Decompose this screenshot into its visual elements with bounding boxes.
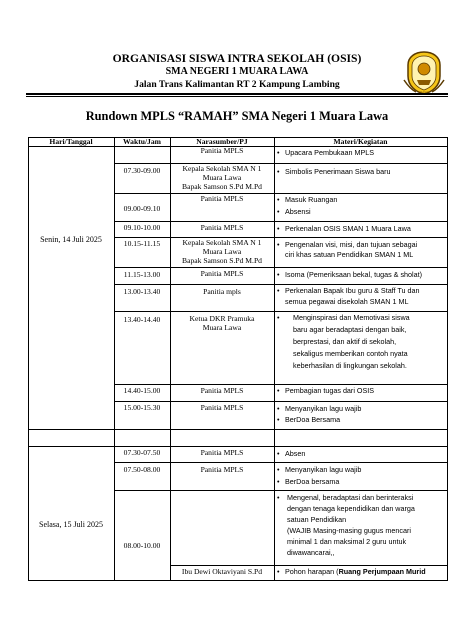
activity-item: • Isoma (Pemeriksaan bekal, tugas & sholat) [277, 270, 423, 279]
table-line [114, 193, 448, 194]
table-line [114, 163, 448, 164]
table-line [114, 401, 448, 402]
activity-item-cont: semua pegawai disekolah SMAN 1 ML [285, 297, 409, 306]
pj-cell: Panitia MPLS [200, 386, 244, 395]
table-line [114, 237, 448, 238]
pj-cell: Panitia MPLS [200, 146, 244, 155]
table-line [28, 446, 448, 447]
header-rule-thin [26, 96, 448, 97]
activity-item-cont: diwawancarai,, [287, 548, 335, 557]
pj-cell: Kepala Sekolah SMA N 1 [182, 238, 262, 247]
school-name: SMA NEGERI 1 MUARA LAWA [165, 66, 309, 77]
table-line [114, 267, 448, 268]
pj-cell: Panitia mpls [203, 287, 241, 296]
time-cell: 14.40-15.00 [123, 386, 161, 395]
header-rule [26, 93, 448, 95]
pj-cell: Bapak Samson S.Pd M.Pd [182, 256, 262, 265]
table-line [28, 137, 29, 581]
table-line [170, 137, 171, 581]
activity-item: • Pembagian tugas dari OSIS [277, 386, 375, 395]
activity-item: • Masuk Ruangan [277, 195, 338, 204]
table-line [114, 284, 448, 285]
table-line [28, 429, 448, 430]
table-line [170, 565, 448, 566]
activity-item-cont: baru agar beradaptasi dengan baik, [293, 325, 407, 334]
time-cell: 09.10-10.00 [123, 223, 161, 232]
pj-cell: Panitia MPLS [200, 403, 244, 412]
activity-item: • BerDoa bersama [277, 477, 340, 486]
activity-item-cont: keberhasilan di lingkungan sekolah. [293, 361, 407, 370]
table-line [114, 221, 448, 222]
activity-item-cont: dengan tenaga kependidikan dan warga [287, 504, 415, 513]
time-cell: 08.00-10.00 [123, 541, 161, 550]
activity-emphasis: Ruang Perjumpaan Murid [338, 567, 426, 576]
table-line [114, 311, 448, 312]
pj-cell: Panitia MPLS [200, 194, 244, 203]
activity-item-cont: ciri khas satuan Pendidikan SMAN 1 ML [285, 250, 414, 259]
activity-item: • Menyanyikan lagu wajib [277, 465, 362, 474]
activity-item: • Simbolis Penerimaan Siswa baru [277, 167, 391, 176]
pj-cell: Bapak Samson S.Pd M.Pd [182, 182, 262, 191]
pj-cell: Panitia MPLS [200, 223, 244, 232]
activity-item: • BerDoa Bersama [277, 415, 341, 424]
pj-cell: Panitia MPLS [200, 465, 244, 474]
time-cell: 07.50-08.00 [123, 465, 161, 474]
activity-item-cont: berprestasi, dan aktif di sekolah, [293, 337, 397, 346]
activity-item: • Menginspirasi dan Memotivasi siswa [277, 313, 410, 322]
pj-cell: Muara Lawa [202, 323, 242, 332]
pj-cell: Muara Lawa [202, 173, 242, 182]
activity-item: • Absensi [277, 207, 311, 216]
time-cell: 13.40-14.40 [123, 315, 161, 324]
osis-logo-icon [402, 50, 446, 96]
pj-cell: Ketua DKR Pramuka [189, 314, 255, 323]
table-line [274, 137, 275, 581]
col-header-activity: Materi/Kegiatan [333, 137, 388, 146]
activity-item: • Pengenalan visi, misi, dan tujuan sebagai [277, 240, 418, 249]
activity-item: • Perkenalan OSIS SMAN 1 Muara Lawa [277, 224, 411, 233]
time-cell: 15.00-15.30 [123, 403, 161, 412]
activity-item-cont: sekaligus memberikan contoh nyata [293, 349, 408, 358]
time-cell: 10.15-11.15 [123, 239, 161, 248]
school-address: Jalan Trans Kalimantan RT 2 Kampung Lambing [134, 79, 340, 90]
activity-item-cont: satuan Pendidikan [287, 515, 347, 524]
time-cell: 07.30-07.50 [123, 448, 161, 457]
col-header-day: Hari/Tanggal [49, 137, 93, 146]
col-header-pj: Narasumber/PJ [196, 137, 248, 146]
pj-cell: Panitia MPLS [200, 448, 244, 457]
activity-item: • Pohon harapan (Ruang Perjumpaan Murid [277, 567, 426, 576]
day-label: Selasa, 15 Juli 2025 [39, 520, 103, 529]
table-line [114, 490, 448, 491]
activity-item: • Menyanyikan lagu wajib [277, 404, 362, 413]
day-label: Senin, 14 Juli 2025 [40, 235, 102, 244]
table-line [114, 462, 448, 463]
time-cell: 09.00-09.10 [123, 204, 161, 213]
pj-cell: Ibu Dewi Oktaviyani S.Pd [181, 567, 263, 576]
col-header-time: Waktu/Jam [123, 137, 161, 146]
pj-cell: Kepala Sekolah SMA N 1 [182, 164, 262, 173]
pj-cell: Muara Lawa [202, 247, 242, 256]
activity-item-cont: minimal 1 dan maksimal 2 guru untuk [287, 537, 407, 546]
activity-item: • Upacara Pembukaan MPLS [277, 148, 375, 157]
time-cell: 11.15-13.00 [123, 270, 161, 279]
org-name: ORGANISASI SISWA INTRA SEKOLAH (OSIS) [112, 52, 362, 65]
document-title: Rundown MPLS “RAMAH” SMA Negeri 1 Muara Lawa [85, 109, 389, 123]
table-line [114, 384, 448, 385]
time-cell: 07.30-09.00 [123, 166, 161, 175]
activity-item: • Absen [277, 449, 306, 458]
activity-item-cont: (WAJIB Masing-masing gugus mencari [287, 526, 411, 535]
activity-item: • Mengenal, beradaptasi dan berinteraksi [277, 493, 414, 502]
time-cell: 13.00-13.40 [123, 287, 161, 296]
pj-cell: Panitia MPLS [200, 269, 244, 278]
table-line [28, 580, 448, 581]
activity-item: • Perkenalan Bapak Ibu guru & Staff Tu dan [277, 286, 420, 295]
table-line [447, 137, 448, 581]
